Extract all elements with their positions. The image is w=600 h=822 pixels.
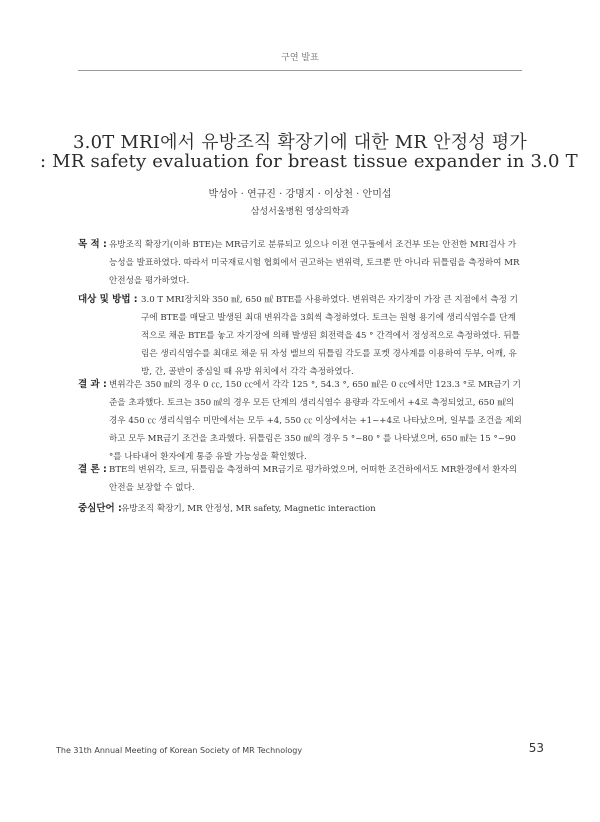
author-list: 박성아 · 연규진 · 강명지 · 이상천 · 안미섭 xyxy=(208,189,392,200)
section-results-label: 결 과 : xyxy=(78,379,107,390)
section-conclusion-label: 결 론 : xyxy=(78,464,107,475)
section-conclusion-text: BTE의 변위각, 토크, 뒤틀림을 측정하여 MR금기로 평가하였으며, 어떠한 조건하에서도 MR환경에서 환자의 안전을 보장할 수 없다. xyxy=(109,465,518,493)
title-english: : MR safety evaluation for breast tissue expander in 3.0 T xyxy=(40,151,578,172)
page-number: 53 xyxy=(528,741,544,755)
header-divider xyxy=(78,70,522,71)
section-methods-label: 대상 및 방법 : xyxy=(78,294,138,305)
title-korean: 3.0T MRI에서 유방조직 확장기에 대한 MR 안정성 평가 xyxy=(73,132,527,153)
affiliation: 삼성서울병원 영상의학과 xyxy=(250,207,350,217)
section-purpose-text: 유방조직 확장기(이하 BTE)는 MR금기로 분류되고 있으나 이전 연구들에서 조건부 또는 안전한 MRI검사 가능성을 발표하였다. 따라서 미국재료시험 협회에서 권고하는 변위력, 토크뿐 만 아니라 뒤틀림을 측정하여 MR 안전성을 평가하였다. xyxy=(109,240,520,286)
section-purpose-label: 목 적 : xyxy=(78,239,107,250)
footer-meeting-name: The 31th Annual Meeting of Korean Society of MR Technology xyxy=(56,746,303,755)
section-results-text: 변위각은 350 ㎖의 경우 0 ㏄, 150 ㏄에서 각각 125 °, 54.3 °, 650 ㎖은 0 ㏄에서만 123.3 °로 MR금기 기준을 초과했다. 토크는 350 ㎖의 경우 모든 단계의 생리식염수 용량과 각도에서 +4로 측정되었고, 650 ㎖의 경우 450 ㏄ 생리식염수 미만에서는 모두 +4, 550 ㏄ 이상에서는 +1~+4로 나타났으며, 일부를 조건을 제외하고 모두 MR금기 조건을 초과했다. 뒤틀림은 350 ㎖의 경우 5 °~80 ° 를 나타냈으며, 650 ㎖는 15 °~90 °를 나타내어 환자에게 통증 유발 가능성을 확인했다. xyxy=(109,380,522,462)
section-keywords-text: 유방조직 확장기, MR 안정성, MR safety, Magnetic interaction xyxy=(121,504,376,514)
header-section-label: 구연 발표 xyxy=(281,53,319,63)
section-keywords-label: 중심단어 : xyxy=(78,503,122,514)
section-methods-text: 3.0 T MRI장치와 350 ㎖, 650 ㎖ BTE를 사용하였다. 변위력은 자기장이 가장 큰 지점에서 측정 기구에 BTE를 매달고 발생된 최대 변위각을 3회씩 측정하였다. 토크는 원형 용기에 생리식염수를 단계적으로 채운 BTE를 놓고 자기장에 의해 발생된 회전력을 45 ° 간격에서 정성적으로 측정하였다. 뒤틀림은 생리식염수를 최대로 채운 뒤 자성 밸브의 뒤틀림 각도를 포켓 경사계를 이용하여 두부, 어깨, 유방, 간, 골반이 중심일 때 유방 위치에서 각각 측정하였다. xyxy=(141,295,520,377)
